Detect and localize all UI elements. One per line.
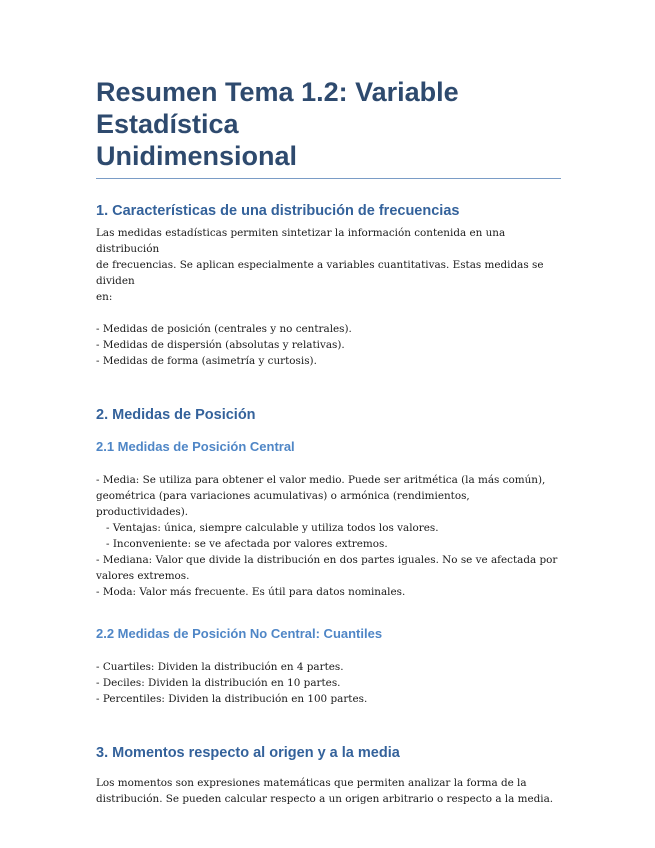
list-item: - Mediana: Valor que divide la distribución en dos partes iguales. No se ve afectada por <box>96 554 558 566</box>
subsection-2-2-heading: 2.2 Medidas de Posición No Central: Cuantiles <box>96 626 383 641</box>
list-item: valores extremos. <box>96 570 190 582</box>
s1-para-line: en: <box>96 291 113 303</box>
s3-para-line: distribución. Se pueden calcular respecto a un origen arbitrario o respecto a la media. <box>96 793 554 805</box>
s1-para-line: Las medidas estadísticas permiten sintetizar la información contenida en una distribución <box>96 227 506 255</box>
section-3-heading: 3. Momentos respecto al origen y a la media <box>96 745 400 761</box>
list-item: - Medidas de forma (asimetría y curtosis). <box>96 355 317 367</box>
list-item: - Inconveniente: se ve afectada por valores extremos. <box>106 538 388 550</box>
document-title <box>96 76 561 179</box>
section-2-heading: 2. Medidas de Posición <box>96 407 256 423</box>
s1-para-line: de frecuencias. Se aplican especialmente a variables cuantitativas. Estas medidas se dividen <box>96 259 544 287</box>
document-page <box>96 76 561 807</box>
section-1-heading: 1. Características de una distribución de frecuencias <box>96 203 460 219</box>
list-item: - Moda: Valor más frecuente. Es útil para datos nominales. <box>96 586 406 598</box>
section-1-paragraph <box>96 225 561 305</box>
list-item: geométrica (para variaciones acumulativas) o armónica (rendimientos, productividades). <box>96 490 470 518</box>
list-item: - Percentiles: Dividen la distribución en 100 partes. <box>96 693 368 705</box>
subsection-2-1-heading: 2.1 Medidas de Posición Central <box>96 439 295 454</box>
list-item: - Cuartiles: Dividen la distribución en 4 partes. <box>96 661 344 673</box>
title-line-2: Unidimensional <box>96 141 298 171</box>
title-line-1: Resumen Tema 1.2: Variable Estadística <box>96 77 459 139</box>
list-item: - Medidas de posición (centrales y no centrales). <box>96 323 352 335</box>
list-item: - Ventajas: única, siempre calculable y utiliza todos los valores. <box>106 522 439 534</box>
list-item: - Deciles: Dividen la distribución en 10 partes. <box>96 677 341 689</box>
s3-para-line: Los momentos son expresiones matemáticas que permiten analizar la forma de la <box>96 777 527 789</box>
list-item: - Medidas de dispersión (absolutas y relativas). <box>96 339 345 351</box>
list-item: - Media: Se utiliza para obtener el valor medio. Puede ser aritmética (la más común), <box>96 474 546 486</box>
